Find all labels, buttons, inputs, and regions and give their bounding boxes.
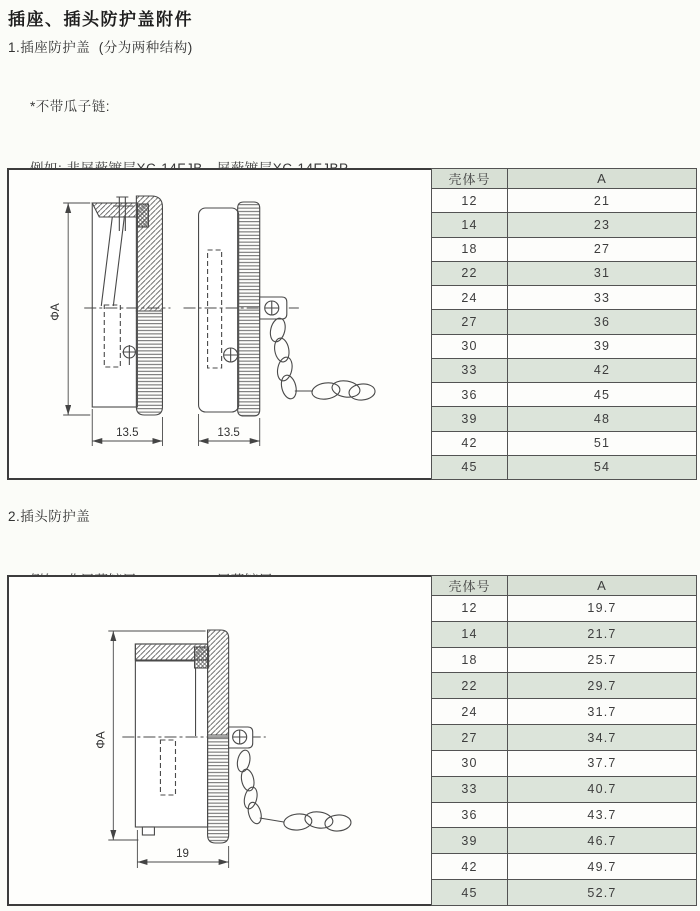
table-row xyxy=(432,431,697,455)
socket-cover-panel xyxy=(7,168,697,480)
page-title: 插座、插头防护盖附件 xyxy=(8,10,193,29)
cover-side-section-view xyxy=(84,196,375,416)
table-row xyxy=(432,596,697,622)
table-cell: 42 xyxy=(432,854,508,880)
table-cell: 51 xyxy=(508,431,697,455)
table-cell: 14 xyxy=(432,621,508,647)
table-row xyxy=(432,310,697,334)
table-cell: 37.7 xyxy=(508,750,697,776)
table-row xyxy=(432,880,697,906)
table-cell: 33 xyxy=(508,286,697,310)
table-cell: 22 xyxy=(432,673,508,699)
col-header-shell-no: 壳体号 xyxy=(432,169,508,189)
shell-size-table-plug xyxy=(431,575,697,906)
table-cell: 21.7 xyxy=(508,621,697,647)
table-cell: 27 xyxy=(432,725,508,751)
table-cell: 33 xyxy=(432,776,508,802)
plug-cover-section-view xyxy=(122,630,351,843)
width-dimension-label: 13.5 xyxy=(217,427,240,439)
table-cell: 34.7 xyxy=(508,725,697,751)
table-row xyxy=(432,673,697,699)
table-cell: 42 xyxy=(508,358,697,382)
table-row xyxy=(432,854,697,880)
text-line: *不带瓜子链: xyxy=(30,98,111,114)
plug-cover-panel xyxy=(7,575,697,906)
table-cell: 23 xyxy=(508,213,697,237)
table-row xyxy=(432,261,697,285)
table-cell: 18 xyxy=(432,237,508,261)
table-cell: 19.7 xyxy=(508,596,697,622)
table-cell: 39 xyxy=(508,334,697,358)
col-header-a: A xyxy=(508,169,697,189)
table-cell: 31 xyxy=(508,261,697,285)
table-cell: 43.7 xyxy=(508,802,697,828)
table-cell: 46.7 xyxy=(508,828,697,854)
table-cell: 45 xyxy=(432,455,508,479)
table-row xyxy=(432,621,697,647)
table-cell: 36 xyxy=(508,310,697,334)
table-cell: 30 xyxy=(432,750,508,776)
table-cell: 24 xyxy=(432,286,508,310)
table-cell: 31.7 xyxy=(508,699,697,725)
table-cell: 52.7 xyxy=(508,880,697,906)
table-cell: 24 xyxy=(432,699,508,725)
section2-heading: 2.插头防护盖 xyxy=(8,509,91,524)
table-cell: 30 xyxy=(432,334,508,358)
table-row xyxy=(432,189,697,213)
table-cell: 54 xyxy=(508,455,697,479)
table-cell: 21 xyxy=(508,189,697,213)
table-cell: 12 xyxy=(432,189,508,213)
table-row xyxy=(432,802,697,828)
col-header-a: A xyxy=(508,576,697,596)
table-row xyxy=(432,213,697,237)
table-row xyxy=(432,286,697,310)
table-row xyxy=(432,776,697,802)
table-row xyxy=(432,237,697,261)
table-row xyxy=(432,334,697,358)
table-row xyxy=(432,647,697,673)
table-row xyxy=(432,750,697,776)
dia-dimension-label: ΦA xyxy=(48,303,63,321)
table-cell: 39 xyxy=(432,407,508,431)
table-row xyxy=(432,358,697,382)
table-row xyxy=(432,407,697,431)
table-cell: 39 xyxy=(432,828,508,854)
table-row xyxy=(432,725,697,751)
chain-links xyxy=(268,317,376,401)
table-cell: 33 xyxy=(432,358,508,382)
section1-heading: 1.插座防护盖 (分为两种结构) xyxy=(8,40,193,55)
table-cell: 12 xyxy=(432,596,508,622)
table-row xyxy=(432,828,697,854)
table-cell: 45 xyxy=(508,383,697,407)
col-header-shell-no: 壳体号 xyxy=(432,576,508,596)
table-cell: 42 xyxy=(432,431,508,455)
dia-dimension-label: ΦA xyxy=(93,731,108,749)
table-row xyxy=(432,699,697,725)
table-cell: 18 xyxy=(432,647,508,673)
table-cell: 48 xyxy=(508,407,697,431)
table-cell: 36 xyxy=(432,802,508,828)
table-row xyxy=(432,383,697,407)
chain-links xyxy=(236,749,352,832)
table-cell: 36 xyxy=(432,383,508,407)
table-cell: 25.7 xyxy=(508,647,697,673)
shell-size-table-socket xyxy=(431,168,697,480)
table-cell: 49.7 xyxy=(508,854,697,880)
width-dimension-label: 19 xyxy=(176,848,189,860)
table-cell: 29.7 xyxy=(508,673,697,699)
table-cell: 45 xyxy=(432,880,508,906)
table-cell: 27 xyxy=(432,310,508,334)
table-header-row xyxy=(432,576,697,596)
table-row xyxy=(432,455,697,479)
width-dimension-label: 13.5 xyxy=(116,427,139,439)
table-cell: 40.7 xyxy=(508,776,697,802)
table-cell: 22 xyxy=(432,261,508,285)
table-cell: 27 xyxy=(508,237,697,261)
table-cell: 14 xyxy=(432,213,508,237)
table-header-row xyxy=(432,169,697,189)
